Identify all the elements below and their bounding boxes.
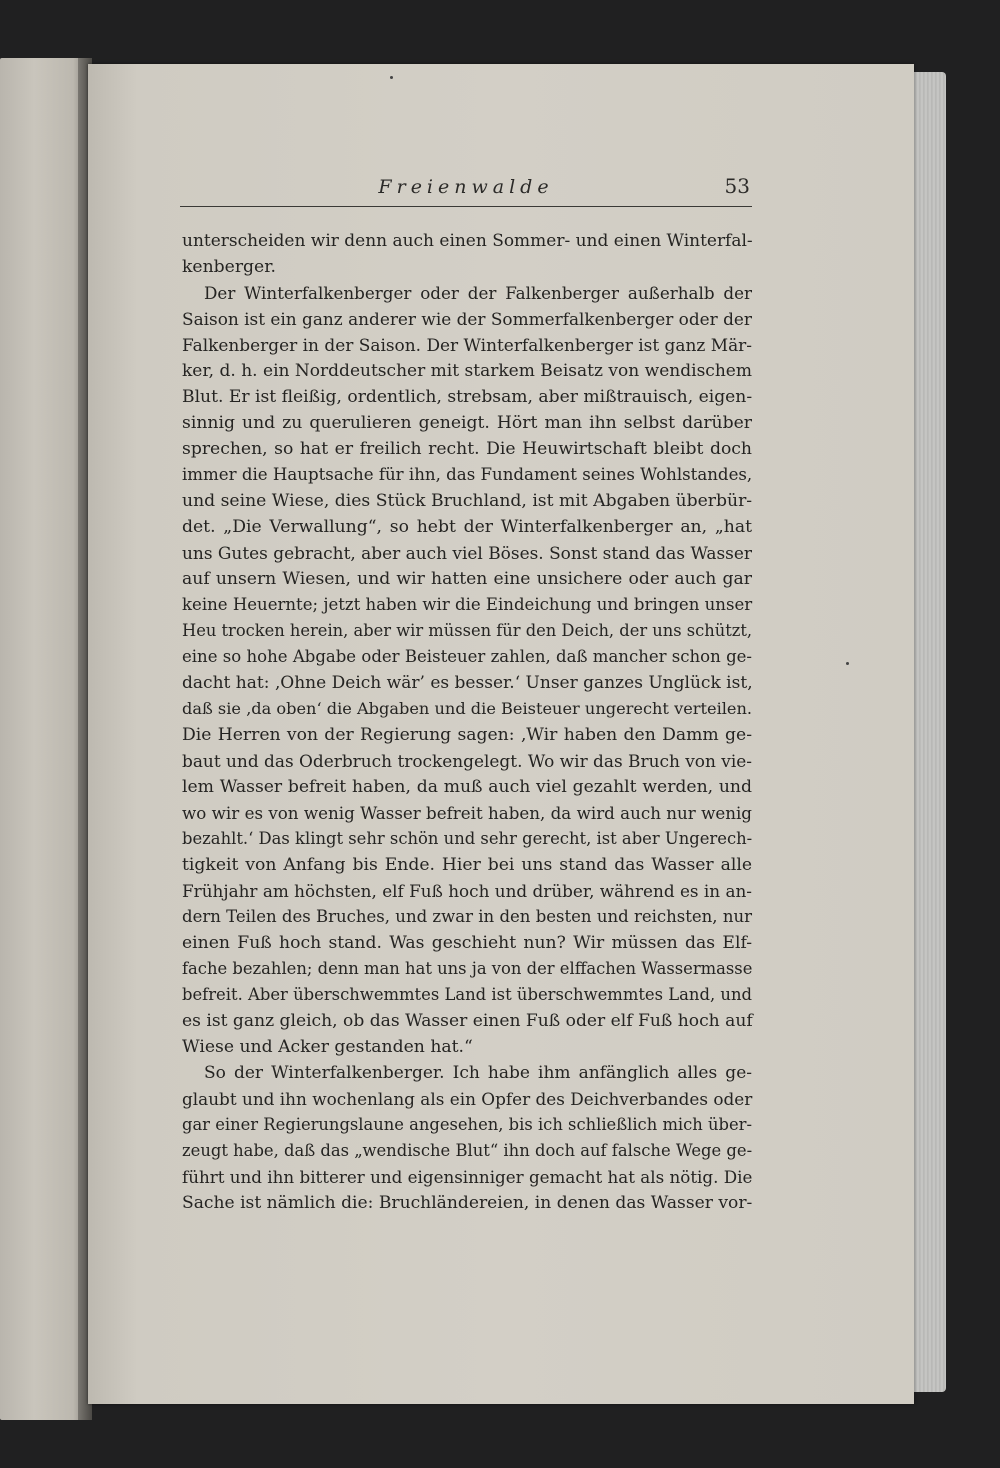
text-line: keine Heuernte; jetzt haben wir die Eindeichung und bringen unser <box>182 595 753 614</box>
text-line: zeugt habe, daß das „wendische Blut“ ihn doch auf falsche Wege ge- <box>182 1141 753 1160</box>
text-line: befreit. Aber überschwemmtes Land ist überschwemmtes Land, und <box>182 985 752 1004</box>
text-line: So der Winterfalkenberger. Ich habe ihm anfänglich alles ge- <box>204 1063 752 1083</box>
text-line: Falkenberger in der Saison. Der Winterfalkenberger ist ganz Mär- <box>182 335 752 355</box>
paper-speck <box>390 76 393 79</box>
text-line: unterscheiden wir denn auch einen Sommer- und einen Winterfal- <box>182 231 753 251</box>
text-line: Saison ist ein ganz anderer wie der Sommerfalkenberger oder der <box>182 309 752 329</box>
text-line: auf unsern Wiesen, und wir hatten eine unsichere oder auch gar <box>182 569 752 589</box>
text-line: dacht hat: ‚Ohne Deich wär’ es besser.‘ Unser ganzes Unglück ist, <box>182 673 753 693</box>
text-line: glaubt und ihn wochenlang als ein Opfer des Deichverbandes oder <box>182 1089 753 1109</box>
header-rule <box>180 206 752 207</box>
text-line: lem Wasser befreit haben, da muß auch viel gezahlt werden, und <box>182 777 752 797</box>
body-text <box>182 228 752 1216</box>
text-line: fache bezahlen; denn man hat uns ja von der elffachen Wassermasse <box>182 959 753 978</box>
running-head <box>180 170 752 204</box>
text-line: Sache ist nämlich die: Bruchländereien, in denen das Wasser vor- <box>182 1193 753 1213</box>
text-line: bezahlt.‘ Das klingt sehr schön und sehr gerecht, ist aber Ungerech- <box>182 829 753 848</box>
text-line: Frühjahr am höchsten, elf Fuß hoch und drüber, während es in an- <box>182 881 752 901</box>
text-line: det. „Die Verwallung“, so hebt der Winterfalkenberger an, „hat <box>182 517 752 537</box>
text-line: kenberger. <box>182 257 277 277</box>
text-line: tigkeit von Anfang bis Ende. Hier bei uns stand das Wasser alle <box>182 855 752 875</box>
text-line: sprechen, so hat er freilich recht. Die Heuwirtschaft bleibt doch <box>182 439 752 459</box>
text-line: es ist ganz gleich, ob das Wasser einen Fuß oder elf Fuß hoch auf <box>182 1011 753 1031</box>
text-line: führt und ihn bitterer und eigensinniger gemacht hat als nötig. Die <box>182 1167 753 1187</box>
text-line: daß sie ‚da oben‘ die Abgaben und die Beisteuer ungerecht verteilen. <box>182 699 753 718</box>
text-line: gar einer Regierungslaune angesehen, bis ich schließlich mich über- <box>182 1115 752 1134</box>
text-line: dern Teilen des Bruches, und zwar in den besten und reichsten, nur <box>182 907 752 926</box>
text-line: sinnig und zu querulieren geneigt. Hört man ihn selbst darüber <box>182 413 752 433</box>
previous-page-edge <box>0 58 86 1420</box>
text-line: uns Gutes gebracht, aber auch viel Böses. Sonst stand das Wasser <box>182 543 752 563</box>
text-line: eine so hohe Abgabe oder Beisteuer zahlen, daß mancher schon ge- <box>182 647 752 666</box>
text-line: baut und das Oderbruch trockengelegt. Wo wir das Bruch von vie- <box>182 751 752 771</box>
text-line: und seine Wiese, dies Stück Bruchland, ist mit Abgaben überbür- <box>182 491 753 511</box>
text-line: Wiese und Acker gestanden hat.“ <box>182 1037 473 1057</box>
chapter-title: Freienwalde <box>378 176 554 198</box>
text-line: Der Winterfalkenberger oder der Falkenberger außerhalb der <box>204 283 752 303</box>
text-line: immer die Hauptsache für ihn, das Fundament seines Wohlstandes, <box>182 465 753 484</box>
text-line: ker, d. h. ein Norddeutscher mit starkem Beisatz von wendischem <box>182 361 752 381</box>
text-line: wo wir es von wenig Wasser befreit haben, da wird auch nur wenig <box>182 803 752 823</box>
page-number: 53 <box>724 174 750 198</box>
text-line: Blut. Er ist fleißig, ordentlich, strebsam, aber mißtrauisch, eigen- <box>182 387 753 407</box>
text-line: Die Herren von der Regierung sagen: ‚Wir haben den Damm ge- <box>182 725 752 745</box>
text-line: Heu trocken herein, aber wir müssen für den Deich, der uns schützt, <box>182 621 753 640</box>
text-line: einen Fuß hoch stand. Was geschieht nun? Wir müssen das Elf- <box>182 933 752 953</box>
paper-speck <box>846 662 849 665</box>
